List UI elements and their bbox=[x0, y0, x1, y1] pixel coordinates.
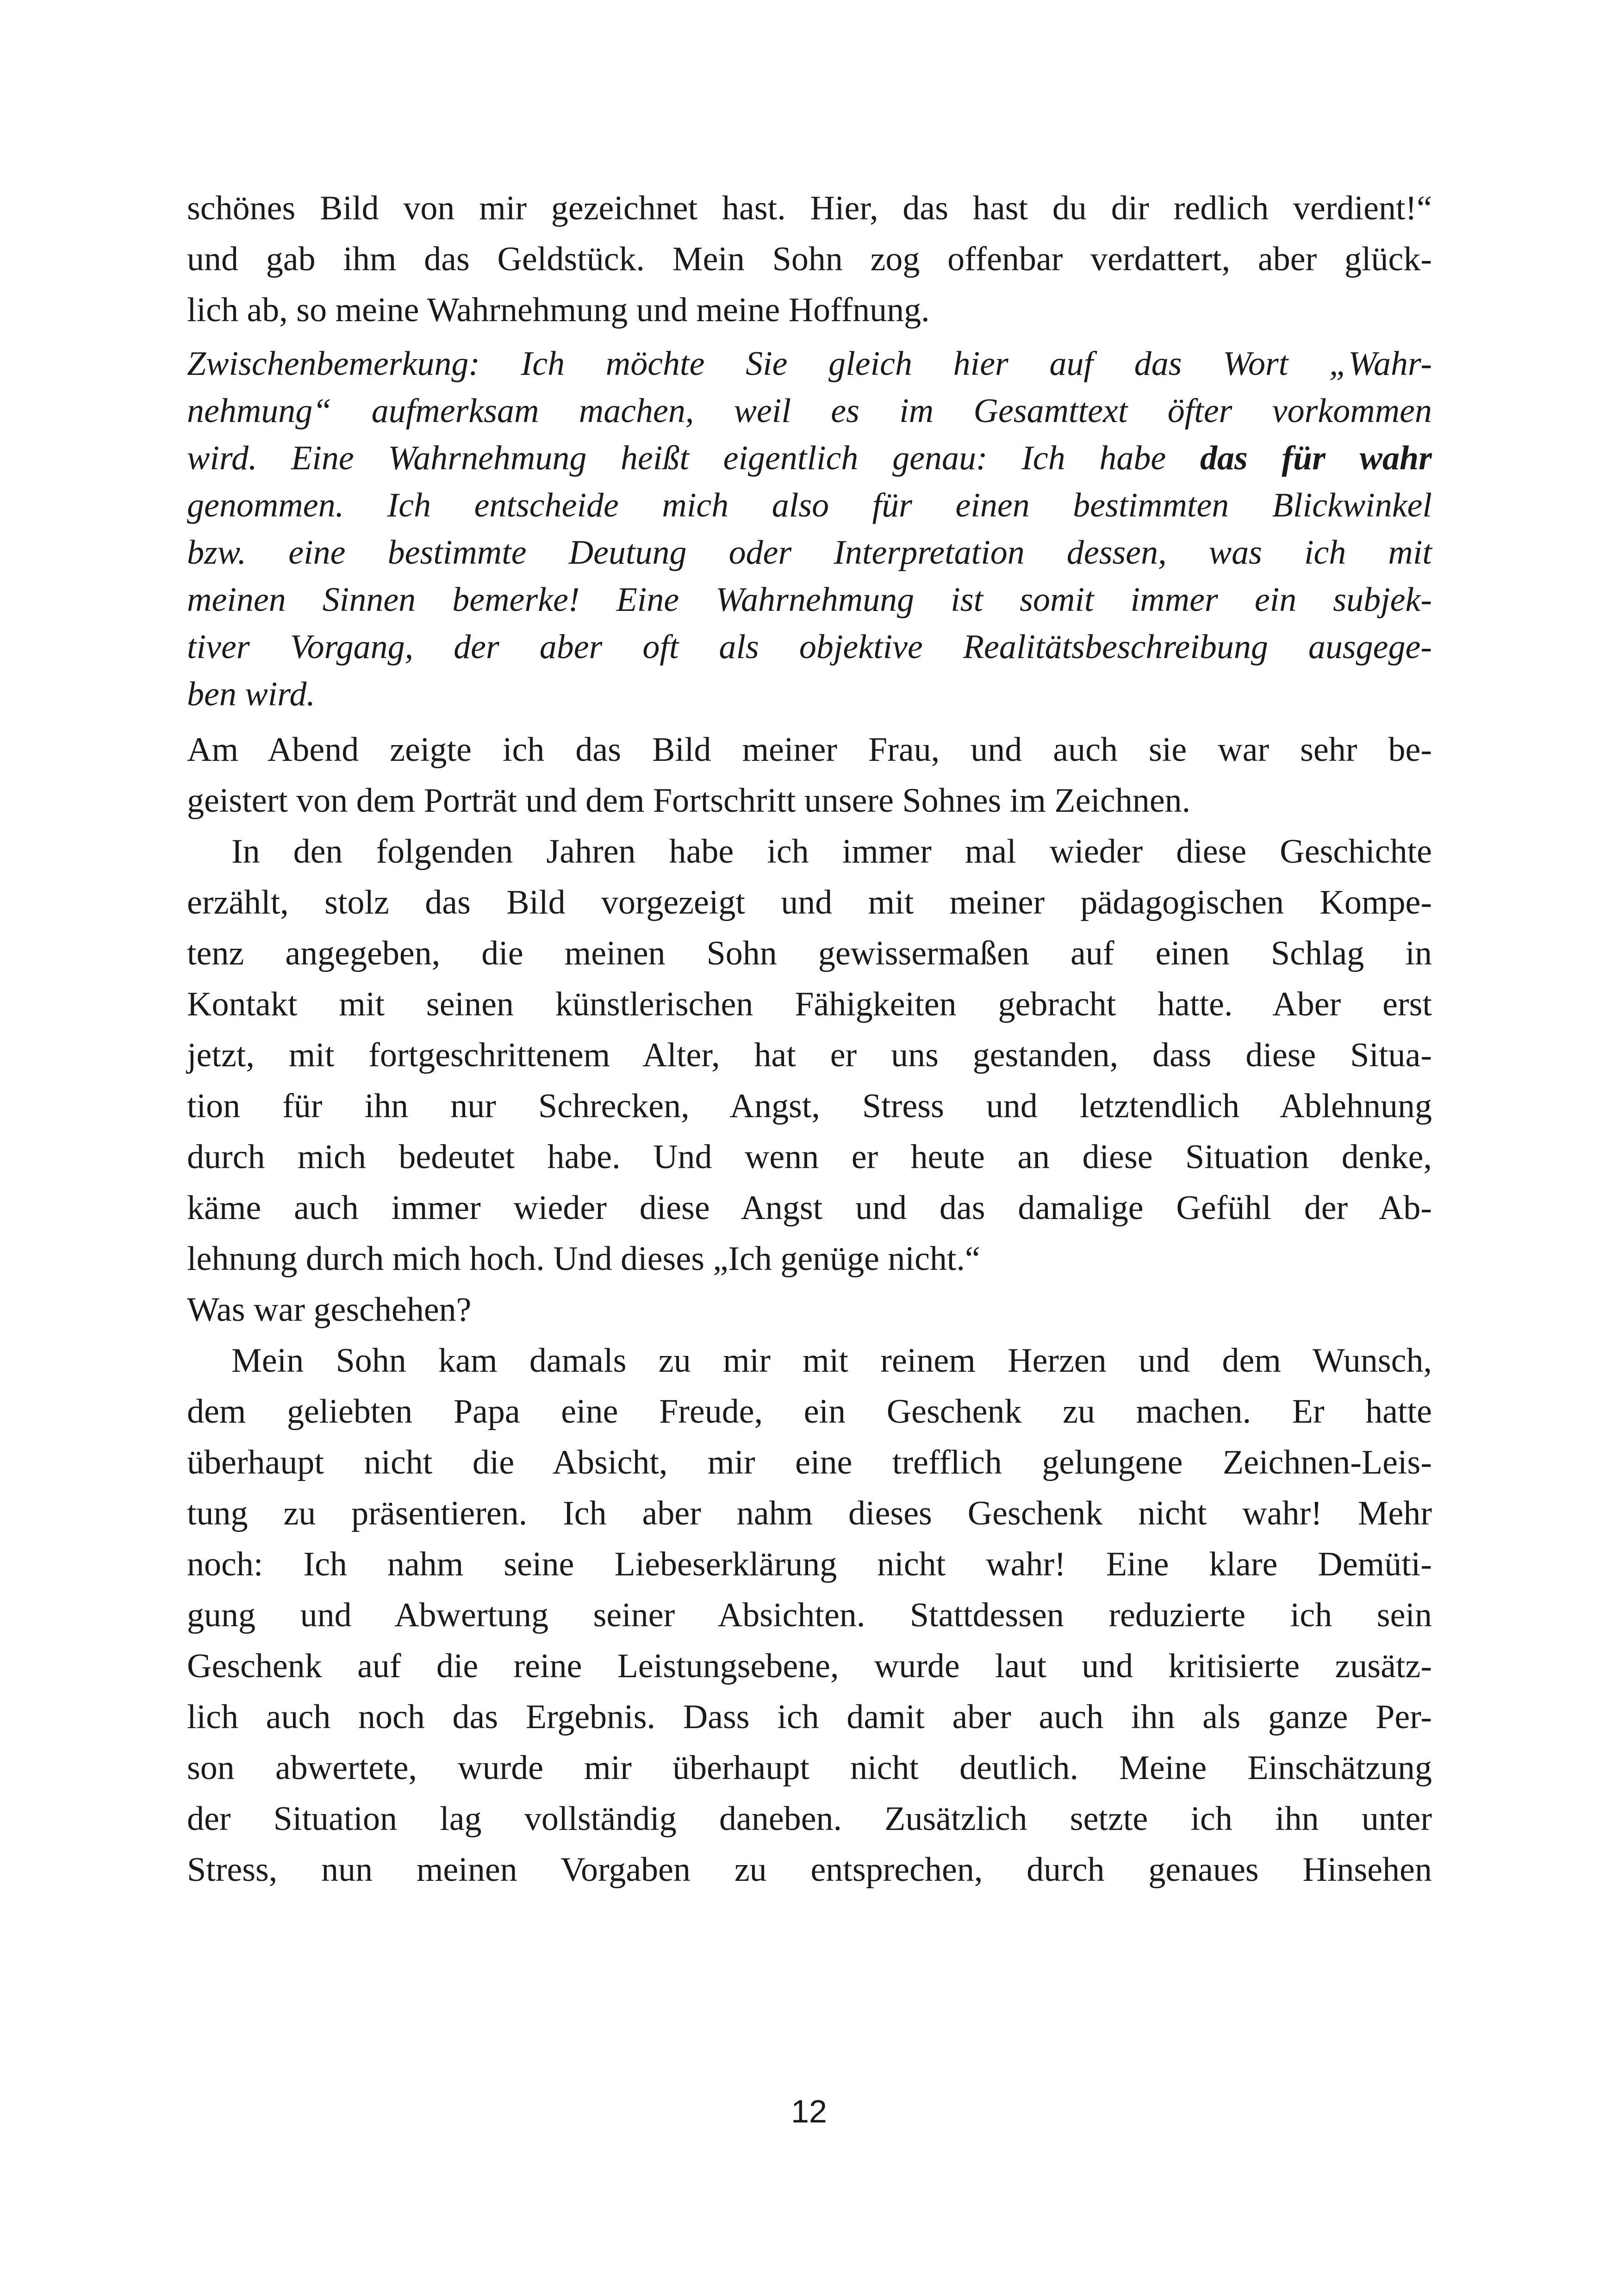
text-line: son abwertete, wurde mir überhaupt nicht deutlich. Meine Einschätzung bbox=[187, 1749, 1432, 1787]
text-line: noch: Ich nahm seine Liebeserklärung nicht wahr! Eine klare Demüti- bbox=[187, 1545, 1432, 1583]
text-line: Mein Sohn kam damals zu mir mit reinem Herzen und dem Wunsch, bbox=[231, 1342, 1432, 1380]
text-line: lehnung durch mich hoch. Und dieses „Ich genüge nicht.“ bbox=[187, 1240, 980, 1278]
text-line: geistert von dem Porträt und dem Fortschritt unsere Sohnes im Zeichnen. bbox=[187, 782, 1191, 820]
text-line: Was war geschehen? bbox=[187, 1291, 472, 1329]
note-line: ben wird. bbox=[187, 675, 315, 713]
text-line: tion für ihn nur Schrecken, Angst, Stress und letztendlich Ablehnung bbox=[187, 1087, 1432, 1125]
text-line: dem geliebten Papa eine Freude, ein Geschenk zu machen. Er hatte bbox=[187, 1393, 1432, 1431]
text-line: Geschenk auf die reine Leistungsebene, wurde laut und kritisierte zusätz- bbox=[187, 1647, 1432, 1685]
note-line: genommen. Ich entscheide mich also für einen bestimmten Blickwinkel bbox=[187, 486, 1432, 524]
text-line: In den folgenden Jahren habe ich immer mal wieder diese Geschichte bbox=[231, 833, 1432, 871]
note-line-text: wird. Eine Wahrnehmung heißt eigentlich genau: Ich habe bbox=[187, 439, 1200, 477]
text-line: Am Abend zeigte ich das Bild meiner Frau, und auch sie war sehr be- bbox=[187, 731, 1432, 769]
note-line-with-emphasis bbox=[187, 435, 1432, 482]
text-line: jetzt, mit fortgeschrittenem Alter, hat er uns gestanden, dass diese Situa- bbox=[187, 1036, 1432, 1074]
paragraph-evening bbox=[187, 724, 1432, 826]
paragraph-story-end bbox=[187, 183, 1432, 336]
body-text bbox=[187, 183, 1432, 1895]
text-line: durch mich bedeutet habe. Und wenn er heute an diese Situation denke, bbox=[187, 1138, 1432, 1176]
text-line: Stress, nun meinen Vorgaben zu entsprechen, durch genaues Hinsehen bbox=[187, 1851, 1432, 1889]
text-line: schönes Bild von mir gezeichnet hast. Hier, das hast du dir redlich verdient!“ bbox=[187, 189, 1432, 227]
page-number: 12 bbox=[791, 2093, 827, 2129]
text-line: tung zu präsentieren. Ich aber nahm dieses Geschenk nicht wahr! Mehr bbox=[187, 1494, 1432, 1532]
note-line: tiver Vorgang, der aber oft als objektive Realitätsbeschreibung ausgege- bbox=[187, 628, 1432, 666]
emphasis-bold: das für wahr bbox=[1200, 439, 1432, 477]
note-line: nehmung“ aufmerksam machen, weil es im Gesamttext öfter vorkommen bbox=[187, 392, 1432, 430]
text-line: lich auch noch das Ergebnis. Dass ich damit aber auch ihn als ganze Per- bbox=[187, 1698, 1432, 1736]
text-line: erzählt, stolz das Bild vorgezeigt und mit meiner pädagogischen Kompe- bbox=[187, 884, 1432, 921]
text-line: tenz angegeben, die meinen Sohn gewissermaßen auf einen Schlag in bbox=[187, 934, 1432, 972]
text-line: gung und Abwertung seiner Absichten. Stattdessen reduzierte ich sein bbox=[187, 1596, 1432, 1634]
interjection-note bbox=[187, 340, 1432, 718]
text-line: lich ab, so meine Wahrnehmung und meine Hoffnung. bbox=[187, 291, 930, 329]
note-line: meinen Sinnen bemerke! Eine Wahrnehmung ist somit immer ein subjek- bbox=[187, 581, 1432, 619]
text-line: überhaupt nicht die Absicht, mir eine trefflich gelungene Zeichnen-Leis- bbox=[187, 1444, 1432, 1481]
text-line: käme auch immer wieder diese Angst und das damalige Gefühl der Ab- bbox=[187, 1189, 1432, 1227]
text-line: Kontakt mit seinen künstlerischen Fähigkeiten gebracht hatte. Aber erst bbox=[187, 985, 1432, 1023]
text-line: und gab ihm das Geldstück. Mein Sohn zog offenbar verdattert, aber glück- bbox=[187, 240, 1432, 278]
note-line: Zwischenbemerkung: Ich möchte Sie gleich hier auf das Wort „Wahr- bbox=[187, 345, 1432, 383]
text-line: der Situation lag vollständig daneben. Zusätzlich setzte ich ihn unter bbox=[187, 1800, 1432, 1838]
paragraph-question bbox=[187, 1284, 1432, 1335]
paragraph-following-years bbox=[187, 826, 1432, 1284]
paragraph-explanation bbox=[187, 1335, 1432, 1895]
note-line: bzw. eine bestimmte Deutung oder Interpretation dessen, was ich mit bbox=[187, 534, 1432, 572]
